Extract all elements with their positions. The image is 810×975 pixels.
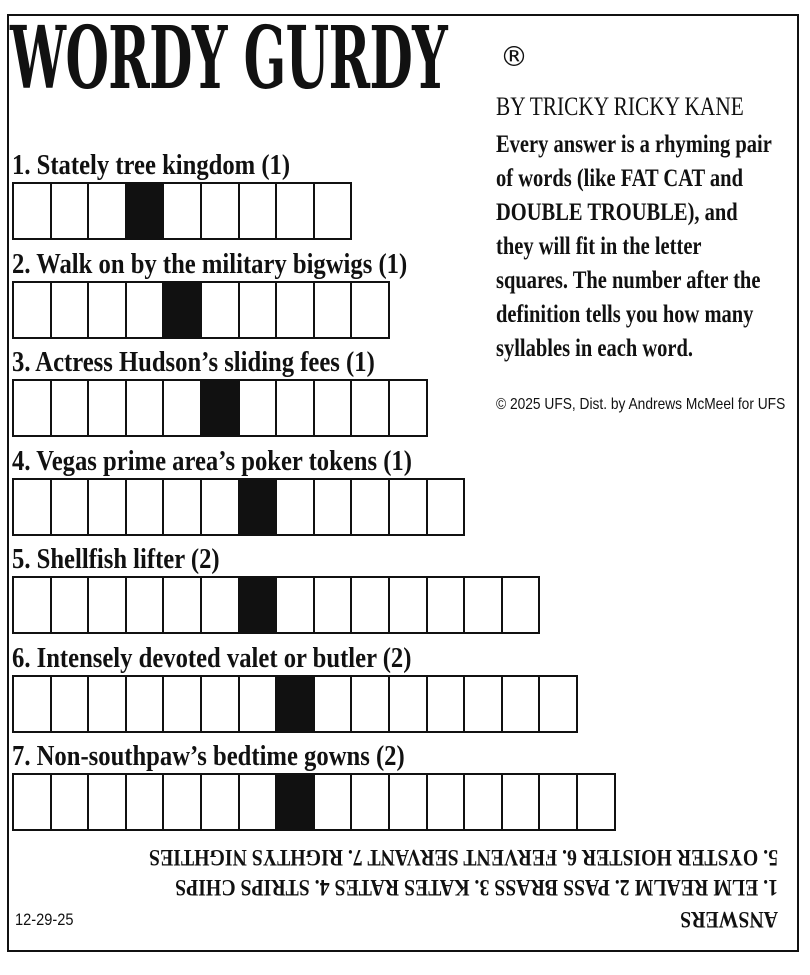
letter-square[interactable]: [428, 775, 466, 829]
letter-square[interactable]: [202, 184, 240, 238]
answer-grid-7: [12, 773, 616, 831]
puzzle-title: WORDY GURDY: [10, 8, 448, 109]
letter-square[interactable]: [127, 677, 165, 731]
letter-square[interactable]: [14, 480, 52, 534]
letter-square[interactable]: [89, 184, 127, 238]
letter-square[interactable]: [240, 677, 278, 731]
word-separator-cell: [202, 381, 240, 435]
letter-square[interactable]: [164, 480, 202, 534]
answer-grid-2: [12, 281, 390, 339]
answers-line-1: 1. ELM REALM 2. PASS BRASS 3. KATES RATES 4. STRIPS CHIPS: [175, 875, 778, 900]
letter-square[interactable]: [240, 184, 278, 238]
letter-square[interactable]: [14, 677, 52, 731]
word-separator-cell: [277, 775, 315, 829]
letter-square[interactable]: [390, 381, 428, 435]
letter-square[interactable]: [127, 578, 165, 632]
letter-square[interactable]: [14, 775, 52, 829]
letter-square[interactable]: [52, 480, 90, 534]
letter-square[interactable]: [52, 677, 90, 731]
letter-square[interactable]: [315, 283, 353, 337]
letter-square[interactable]: [503, 578, 541, 632]
letter-square[interactable]: [164, 184, 202, 238]
letter-square[interactable]: [164, 775, 202, 829]
letter-square[interactable]: [14, 283, 52, 337]
letter-square[interactable]: [315, 578, 353, 632]
letter-square[interactable]: [89, 775, 127, 829]
answer-grid-6: [12, 675, 578, 733]
letter-square[interactable]: [202, 578, 240, 632]
letter-square[interactable]: [52, 775, 90, 829]
word-separator-cell: [277, 677, 315, 731]
letter-square[interactable]: [277, 283, 315, 337]
letter-square[interactable]: [14, 184, 52, 238]
letter-square[interactable]: [89, 578, 127, 632]
letter-square[interactable]: [390, 775, 428, 829]
letter-square[interactable]: [352, 775, 390, 829]
letter-square[interactable]: [127, 381, 165, 435]
answers-upside-down: [18, 838, 788, 936]
letter-square[interactable]: [352, 480, 390, 534]
letter-square[interactable]: [352, 578, 390, 632]
letter-square[interactable]: [428, 578, 466, 632]
clue-5: 5. Shellfish lifter (2): [12, 544, 220, 575]
letter-square[interactable]: [89, 480, 127, 534]
letter-square[interactable]: [315, 480, 353, 534]
letter-square[interactable]: [52, 283, 90, 337]
byline: BY TRICKY RICKY KANE: [496, 92, 744, 121]
word-separator-cell: [164, 283, 202, 337]
letter-square[interactable]: [315, 775, 353, 829]
clue-1: 1. Stately tree kingdom (1): [12, 150, 291, 181]
letter-square[interactable]: [352, 381, 390, 435]
letter-square[interactable]: [315, 677, 353, 731]
letter-square[interactable]: [390, 578, 428, 632]
letter-square[interactable]: [202, 480, 240, 534]
letter-square[interactable]: [240, 381, 278, 435]
word-separator-cell: [240, 480, 278, 534]
letter-square[interactable]: [390, 480, 428, 534]
letter-square[interactable]: [540, 677, 578, 731]
letter-square[interactable]: [89, 677, 127, 731]
copyright: © 2025 UFS, Dist. by Andrews McMeel for UFS: [496, 396, 786, 413]
letter-square[interactable]: [315, 381, 353, 435]
letter-square[interactable]: [277, 184, 315, 238]
answer-grid-4: [12, 478, 465, 536]
clue-2: 2. Walk on by the military bigwigs (1): [12, 249, 408, 280]
letter-square[interactable]: [465, 677, 503, 731]
letter-square[interactable]: [503, 775, 541, 829]
letter-square[interactable]: [127, 283, 165, 337]
instructions: Every answer is a rhyming pair of words (like FAT CAT and DOUBLE TROUBLE), and they will fit in the letter squares. The number after the definition tells you how many syllables in each word.: [496, 131, 772, 362]
letter-square[interactable]: [240, 775, 278, 829]
letter-square[interactable]: [52, 578, 90, 632]
letter-square[interactable]: [127, 775, 165, 829]
clue-3: 3. Actress Hudson’s sliding fees (1): [12, 347, 375, 378]
answer-grid-1: [12, 182, 352, 240]
letter-square[interactable]: [428, 677, 466, 731]
letter-square[interactable]: [503, 677, 541, 731]
letter-square[interactable]: [465, 775, 503, 829]
letter-square[interactable]: [52, 184, 90, 238]
date-stamp: 12-29-25: [15, 910, 74, 929]
letter-square[interactable]: [240, 283, 278, 337]
letter-square[interactable]: [465, 578, 503, 632]
letter-square[interactable]: [202, 775, 240, 829]
word-separator-cell: [127, 184, 165, 238]
letter-square[interactable]: [164, 381, 202, 435]
answers-heading: ANSWERS: [680, 907, 778, 932]
letter-square[interactable]: [89, 381, 127, 435]
registered-mark: ®: [500, 40, 528, 73]
word-separator-cell: [240, 578, 278, 632]
clue-7: 7. Non-southpaw’s bedtime gowns (2): [12, 741, 405, 772]
answer-grid-3: [12, 379, 428, 437]
letter-square[interactable]: [89, 283, 127, 337]
answer-grid-5: [12, 576, 540, 634]
letter-square[interactable]: [540, 775, 578, 829]
letter-square[interactable]: [277, 480, 315, 534]
letter-square[interactable]: [202, 677, 240, 731]
letter-square[interactable]: [277, 578, 315, 632]
letter-square[interactable]: [315, 184, 353, 238]
letter-square[interactable]: [52, 381, 90, 435]
letter-square[interactable]: [352, 283, 390, 337]
letter-square[interactable]: [202, 283, 240, 337]
letter-square[interactable]: [277, 381, 315, 435]
letter-square[interactable]: [14, 578, 52, 632]
answers-line-2: 5. OYSTER HOISTER 6. FERVENT SERVANT 7. RIGHTYS NIGHTIES: [148, 845, 778, 870]
letter-square[interactable]: [428, 480, 466, 534]
letter-square[interactable]: [390, 677, 428, 731]
letter-square[interactable]: [164, 677, 202, 731]
clue-4: 4. Vegas prime area’s poker tokens (1): [12, 446, 412, 477]
letter-square[interactable]: [352, 677, 390, 731]
letter-square[interactable]: [578, 775, 616, 829]
letter-square[interactable]: [164, 578, 202, 632]
clue-6: 6. Intensely devoted valet or butler (2): [12, 643, 412, 674]
letter-square[interactable]: [14, 381, 52, 435]
letter-square[interactable]: [127, 480, 165, 534]
